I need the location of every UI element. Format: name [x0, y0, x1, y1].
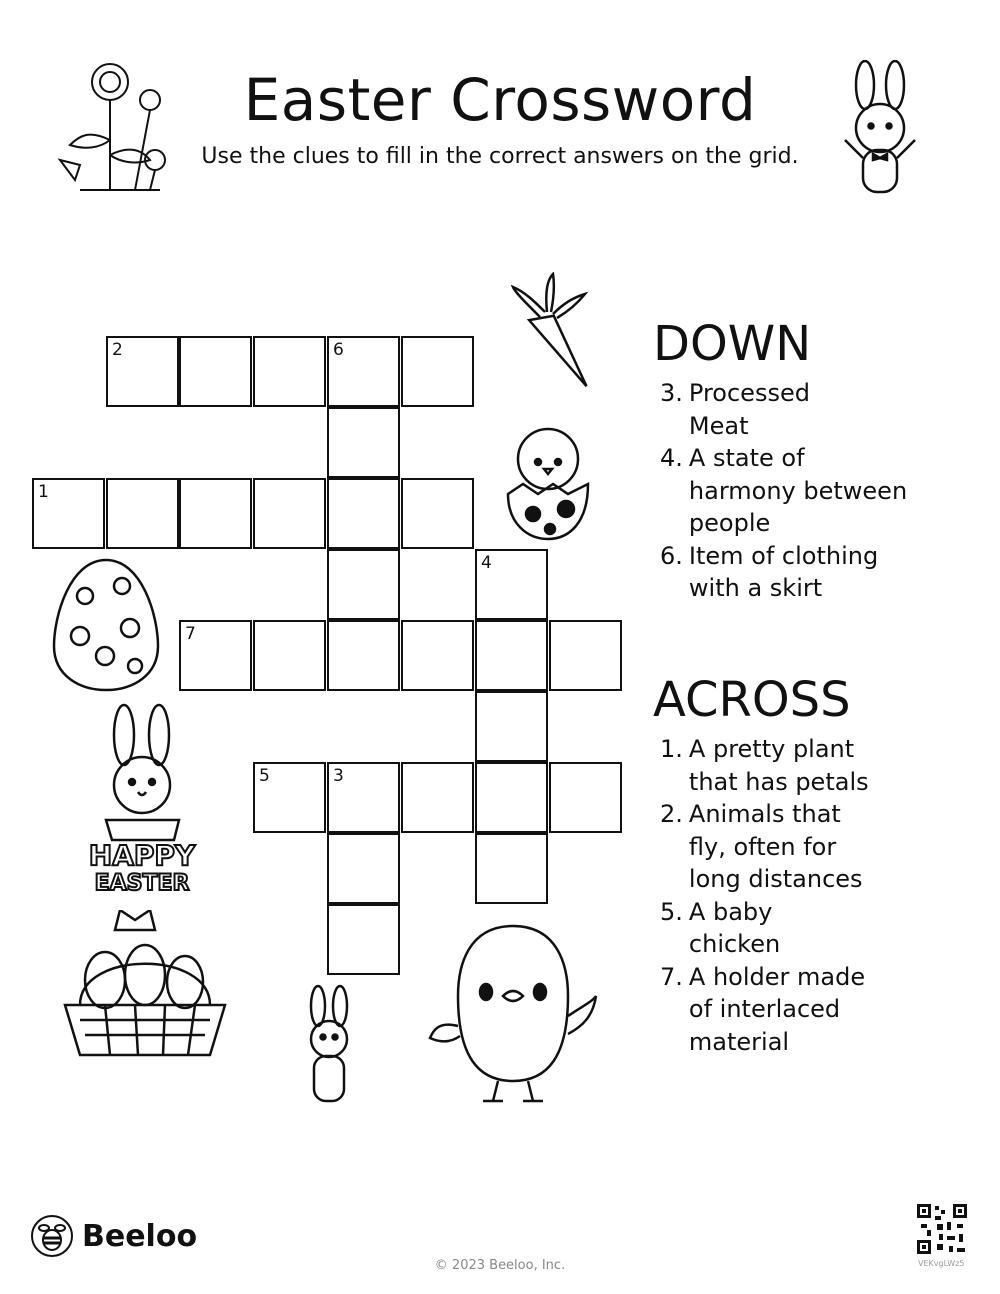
- grid-cell[interactable]: [327, 407, 400, 478]
- grid-cell[interactable]: [401, 336, 474, 407]
- grid-cell[interactable]: [401, 762, 474, 833]
- qr-caption: VEKvgLWz5: [918, 1259, 965, 1268]
- grid-cell[interactable]: [106, 336, 179, 407]
- clue-number: 4.: [660, 444, 683, 472]
- copyright: © 2023 Beeloo, Inc.: [434, 1258, 566, 1273]
- across-heading: ACROSS: [653, 672, 851, 728]
- easter-basket-icon: [60, 910, 230, 1060]
- grid-cell[interactable]: [253, 620, 326, 691]
- grid-cell[interactable]: [401, 620, 474, 691]
- carrot-icon: [505, 272, 595, 402]
- clue-number: 6.: [660, 541, 683, 570]
- grid-cell[interactable]: [475, 691, 548, 762]
- grid-cell[interactable]: [32, 478, 105, 549]
- clue-item: [660, 442, 960, 540]
- flower-egg-icon: [50, 556, 162, 694]
- grid-cell[interactable]: [179, 336, 252, 407]
- clue-item: [660, 896, 960, 961]
- grid-cell[interactable]: [327, 549, 400, 620]
- clue-text: A baby chicken: [688, 897, 781, 958]
- clue-number: 5.: [660, 897, 683, 926]
- bee-icon: [30, 1214, 74, 1258]
- brand-name: Beeloo: [82, 1218, 198, 1254]
- grid-cell[interactable]: [327, 478, 400, 549]
- grid-cell[interactable]: [253, 478, 326, 549]
- clue-number: 3: [333, 766, 344, 786]
- grid-cell[interactable]: [253, 336, 326, 407]
- clue-number: 7: [185, 624, 196, 644]
- clue-text: A holder made of interlaced material: [688, 962, 866, 1056]
- flowers-illustration: [50, 60, 175, 200]
- clue-item: [660, 733, 960, 798]
- grid-cell[interactable]: [327, 620, 400, 691]
- clue-item: [660, 798, 960, 896]
- clue-number: 2.: [660, 800, 683, 828]
- clue-text: A pretty plant that has petals: [688, 735, 869, 796]
- grid-cell[interactable]: [549, 762, 622, 833]
- clue-item: [660, 961, 960, 1059]
- clue-item: [660, 540, 960, 605]
- clue-text: Animals that fly, often for long distances: [688, 800, 863, 893]
- down-clues: [660, 377, 960, 605]
- bunny-icon: [835, 60, 925, 200]
- clue-number: 1.: [660, 735, 683, 763]
- chick-in-egg-icon: [488, 414, 608, 544]
- down-heading: DOWN: [653, 316, 812, 372]
- grid-cell[interactable]: [327, 904, 400, 975]
- grid-cell[interactable]: [549, 620, 622, 691]
- clue-text: A state of harmony between people: [688, 444, 908, 537]
- grid-cell[interactable]: [327, 833, 400, 904]
- clue-item: [660, 377, 960, 442]
- clue-number: 6: [333, 340, 344, 360]
- happy-text: HAPPY: [88, 839, 196, 872]
- grid-cell[interactable]: [179, 620, 252, 691]
- grid-cell[interactable]: [327, 336, 400, 407]
- grid-cell[interactable]: [475, 833, 548, 904]
- clue-number: 1: [38, 482, 49, 502]
- clue-text: Item of clothing with a skirt: [688, 541, 879, 602]
- grid-cell[interactable]: [106, 478, 179, 549]
- clue-number: 2: [112, 340, 123, 360]
- clue-number: 7.: [660, 962, 683, 991]
- chick-icon: [428, 916, 598, 1106]
- across-clues: [660, 733, 960, 1058]
- grid-cell[interactable]: [475, 620, 548, 691]
- small-bunny-icon: [294, 984, 364, 1112]
- grid-cell[interactable]: [253, 762, 326, 833]
- grid-cell[interactable]: [475, 549, 548, 620]
- grid-cell[interactable]: [327, 762, 400, 833]
- clue-number: 5: [259, 766, 270, 786]
- clue-number: 3.: [660, 379, 683, 407]
- instructions: Use the clues to fill in the correct answers on the grid.: [201, 144, 799, 169]
- grid-cell[interactable]: [179, 478, 252, 549]
- grid-cell[interactable]: [401, 478, 474, 549]
- clue-text: Processed Meat: [688, 379, 810, 440]
- grid-cell[interactable]: [475, 762, 548, 833]
- easter-text: EASTER: [94, 871, 190, 895]
- qr-code-icon: [917, 1204, 967, 1254]
- happy-easter-bunny-icon: [84, 700, 204, 895]
- brand-logo[interactable]: [30, 1214, 197, 1258]
- page-title: Easter Crossword: [243, 66, 757, 134]
- clue-number: 4: [481, 553, 492, 573]
